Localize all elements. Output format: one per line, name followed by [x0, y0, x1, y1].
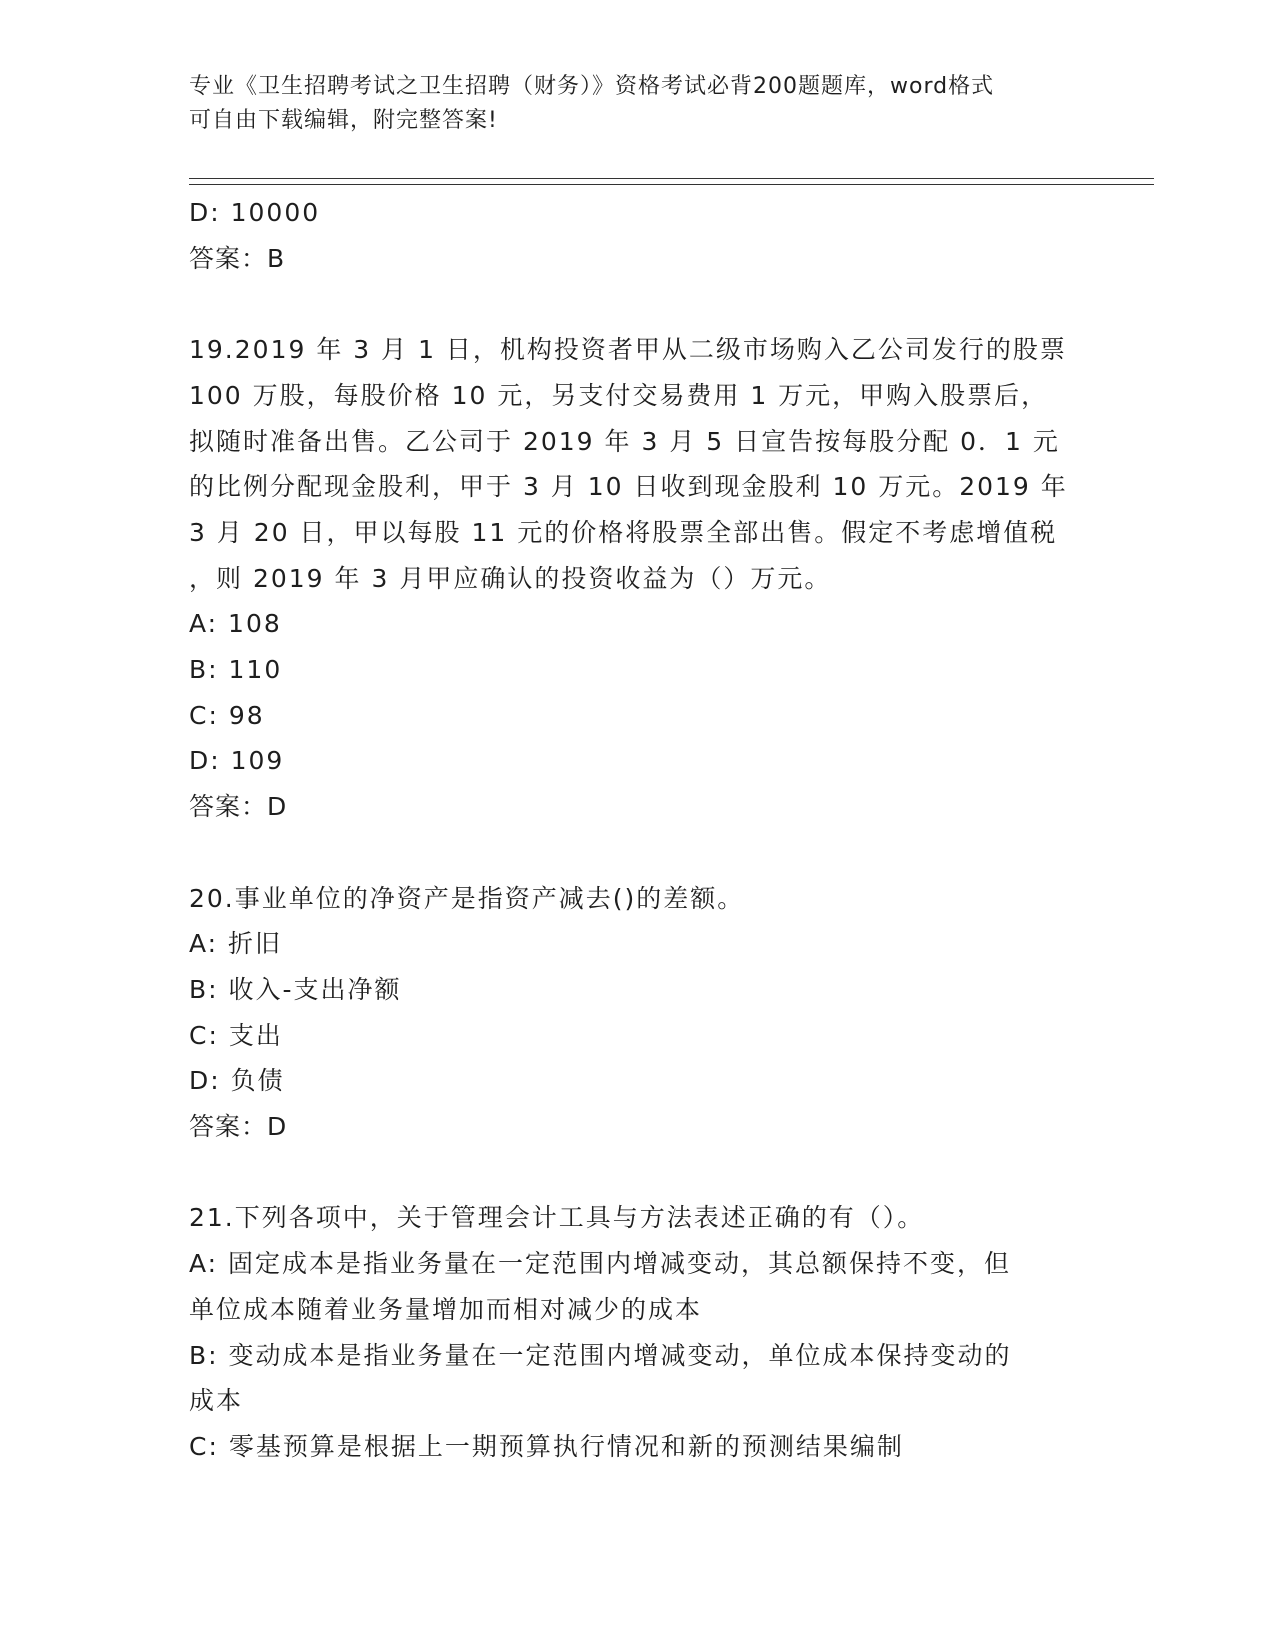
- q20-option-c: C: 支出: [189, 1020, 283, 1050]
- q21-option-b-line-2: 成本: [189, 1386, 244, 1416]
- header-title-line-1: 专业《卫生招聘考试之卫生招聘（财务）》资格考试必背200题题库，word格式: [189, 74, 995, 99]
- spacer: [189, 830, 1089, 876]
- q21-option-a-line-1: A: 固定成本是指业务量在一定范围内增减变动，其总额保持不变，但: [189, 1249, 1012, 1279]
- q21-text: 21.下列各项中，关于管理会计工具与方法表述正确的有（）。: [189, 1203, 925, 1233]
- q20-option-a: A: 折旧: [189, 929, 283, 959]
- q21-option-a-line-2: 单位成本随着业务量增加而相对减少的成本: [189, 1294, 703, 1324]
- q19-text-line-1: 19.2019 年 3 月 1 日，机构投资者甲从二级市场购入乙公司发行的股票: [189, 335, 1067, 365]
- q18-option-d: D: 10000: [189, 198, 321, 227]
- q18-answer: 答案：B: [189, 243, 286, 273]
- q19-option-b: B: 110: [189, 655, 283, 685]
- q20-option-b: B: 收入-支出净额: [189, 974, 402, 1004]
- spacer: [189, 1150, 1089, 1196]
- q19-text-line-5: 3 月 20 日，甲以每股 11 元的价格将股票全部出售。假定不考虑增值税: [189, 517, 1058, 547]
- document-body: [189, 190, 1089, 1470]
- question-20: [189, 876, 1089, 1150]
- spacer: [189, 281, 1089, 327]
- q20-answer: 答案：D: [189, 1112, 288, 1142]
- q19-option-a: A: 108: [189, 609, 282, 639]
- header-title-line-2: 可自由下载编辑，附完整答案!: [189, 108, 498, 133]
- q19-text-line-2: 100 万股，每股价格 10 元，另支付交易费用 1 万元，甲购入股票后，: [189, 380, 1049, 410]
- q20-option-d: D: 负债: [189, 1066, 285, 1096]
- q19-option-c: C: 98: [189, 700, 265, 730]
- question-21: [189, 1195, 1089, 1469]
- header-divider: [189, 178, 1154, 185]
- q19-text-line-4: 的比例分配现金股利，甲于 3 月 10 日收到现金股利 10 万元。2019 年: [189, 472, 1068, 502]
- q19-text-line-3: 拟随时准备出售。乙公司于 2019 年 3 月 5 日宣告按每股分配 0．1 元: [189, 426, 1060, 456]
- q21-option-b-line-1: B: 变动成本是指业务量在一定范围内增减变动，单位成本保持变动的: [189, 1340, 1012, 1370]
- q21-option-c: C: 零基预算是根据上一期预算执行情况和新的预测结果编制: [189, 1431, 904, 1461]
- q19-option-d: D: 109: [189, 746, 285, 776]
- q19-text-line-6: ，则 2019 年 3 月甲应确认的投资收益为（）万元。: [189, 563, 832, 593]
- question-19: [189, 327, 1089, 830]
- document-header: [189, 70, 1089, 138]
- q19-answer: 答案：D: [189, 792, 288, 822]
- q20-text: 20.事业单位的净资产是指资产减去()的差额。: [189, 883, 745, 913]
